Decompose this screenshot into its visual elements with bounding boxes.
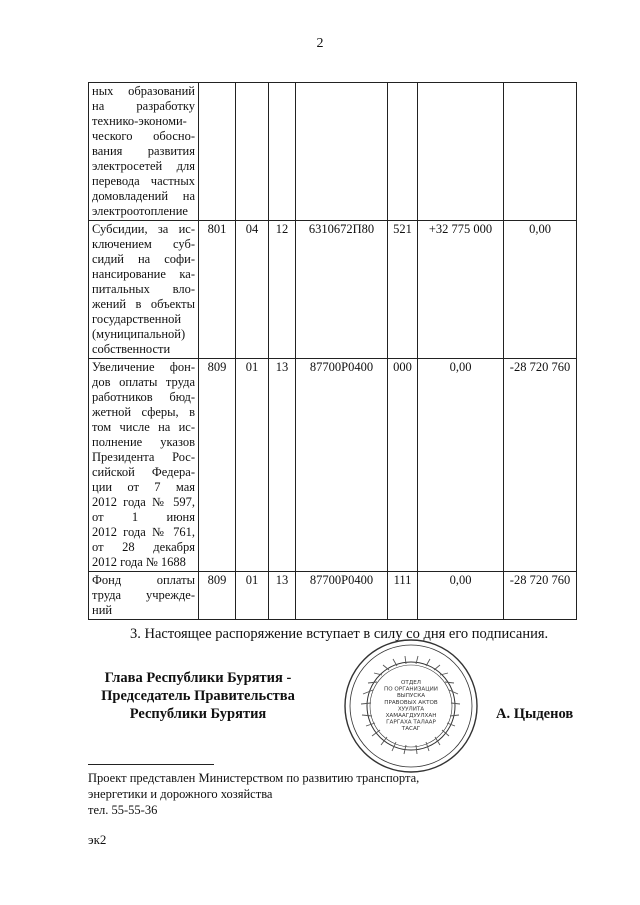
row-description-cell [89,572,199,620]
amount-1-cell: 0,00 [418,359,504,572]
section-code-cell: 01 [236,572,269,620]
row-description-line: жений в объекты [92,297,195,311]
row-description-line: ний [92,603,113,617]
row-description-line: ключением суб- [92,237,195,251]
row-description-line: сийской Федера- [92,465,195,479]
subsection-code-cell: 13 [269,359,296,572]
row-description-cell [89,221,199,359]
stamp-text-line: ПО ОРГАНИЗАЦИИ [384,686,438,693]
row-description-line: домовладений на [92,189,195,203]
table-row [89,572,577,620]
row-description-line: сидий на софи- [92,252,195,266]
section-code-cell: 04 [236,221,269,359]
section-code-cell [236,83,269,221]
target-article-cell: 6310672П80 [296,221,388,359]
ministry-code-cell [199,83,236,221]
row-description-cell [89,83,199,221]
document-code: эк2 [88,832,107,847]
row-description-line: работников бюд- [92,390,195,404]
row-description-line: Фонд оплаты [92,573,195,587]
row-description-line: перевода частных [92,174,195,188]
stamp-text-line: ХАМААГДУУЛХАН [385,713,437,719]
stamp-text-line: ГАРГАХА ТАЛААР [386,719,436,726]
row-description-line: жетной сферы, в [92,405,195,419]
budget-table-body [89,83,577,620]
footnote-line: Проект представлен Министерством по развитию транспорта, [88,771,420,785]
expense-type-cell: 521 [388,221,418,359]
stamp-text-line: ПРАВОВЫХ АКТОВ [384,699,438,706]
table-row [89,359,577,572]
row-description-line: нансирование ка- [92,267,195,281]
table-row [89,221,577,359]
stamp-text-line: ОТДЕЛ [401,680,421,686]
row-description-line: от 28 декабря [92,540,195,554]
ministry-code-cell: 809 [199,359,236,572]
row-description-line: питальных вло- [92,282,195,296]
clause-3: 3. Настоящее распоряжение вступает в силу со дня его подписания. [130,626,549,642]
row-description-line: дов оплаты труда [92,375,195,389]
row-description-line: 2012 года № 1688 [92,555,186,569]
row-description-line: (муниципальной) [92,327,186,341]
subsection-code-cell: 12 [269,221,296,359]
row-description-line: Увеличение фон- [92,360,195,374]
footnote [88,770,419,818]
row-description-line: 2012 года № 761, [92,525,195,539]
row-description-line: от 1 июня [92,510,195,524]
signatory-position-line: Республики Бурятия [129,706,267,722]
row-description-line: электроотопление [92,204,188,218]
stamp-text-line: ХУУЛИТА [397,706,425,713]
signatory-position [88,669,308,723]
target-article-cell [296,83,388,221]
row-description-line: на разработку [92,99,195,113]
subsection-code-cell: 13 [269,572,296,620]
page-number: 2 [316,36,324,51]
row-description-line: полнение указов [92,435,195,449]
signatory-position-line: Председатель Правительства [101,688,295,704]
stamp-text-line: ТАСАГ [401,726,421,733]
row-description-line: Субсидии, за ис- [92,222,195,236]
expense-type-cell [388,83,418,221]
target-article-cell: 87700Р0400 [296,359,388,572]
footnote-line: тел. 55-55-36 [88,803,158,817]
target-article-cell: 87700Р0400 [296,572,388,620]
signatory-position-line: Глава Республики Бурятия - [104,670,292,686]
section-code-cell: 01 [236,359,269,572]
row-description-line: труда учрежде- [92,588,195,602]
row-description-line: 2012 года № 597, [92,495,195,509]
expense-type-cell: 111 [388,572,418,620]
row-description-line: ных образований [92,84,195,98]
amount-1-cell [418,83,504,221]
row-description-line: ческого обосно- [92,129,195,143]
stamp-text-line: ВЫПУСКА [396,693,426,700]
ministry-code-cell: 809 [199,572,236,620]
row-description-line: электросетей для [92,159,195,173]
footnote-divider [88,764,214,765]
row-description-line: ции от 7 мая [92,480,195,494]
row-description-cell [89,359,199,572]
amount-2-cell: -28 720 760 [504,572,577,620]
expense-type-cell: 000 [388,359,418,572]
row-description-line: технико-экономи- [92,114,187,128]
ministry-code-cell: 801 [199,221,236,359]
subsection-code-cell [269,83,296,221]
amount-2-cell: -28 720 760 [504,359,577,572]
amount-2-cell [504,83,577,221]
row-description-line: вания развития [92,144,195,158]
row-description-line: том числе на ис- [92,420,195,434]
table-row [89,83,577,221]
row-description-line: государственной [92,312,182,326]
official-stamp-seal [343,638,479,774]
footnote-line: энергетики и дорожного хозяйства [88,787,273,801]
row-description-line: Президента Рос- [92,450,195,464]
budget-table [88,82,577,620]
amount-2-cell: 0,00 [504,221,577,359]
row-description-line: собственности [92,342,171,356]
amount-1-cell: +32 775 000 [418,221,504,359]
amount-1-cell: 0,00 [418,572,504,620]
signatory-name: А. Цыденов [496,706,574,722]
